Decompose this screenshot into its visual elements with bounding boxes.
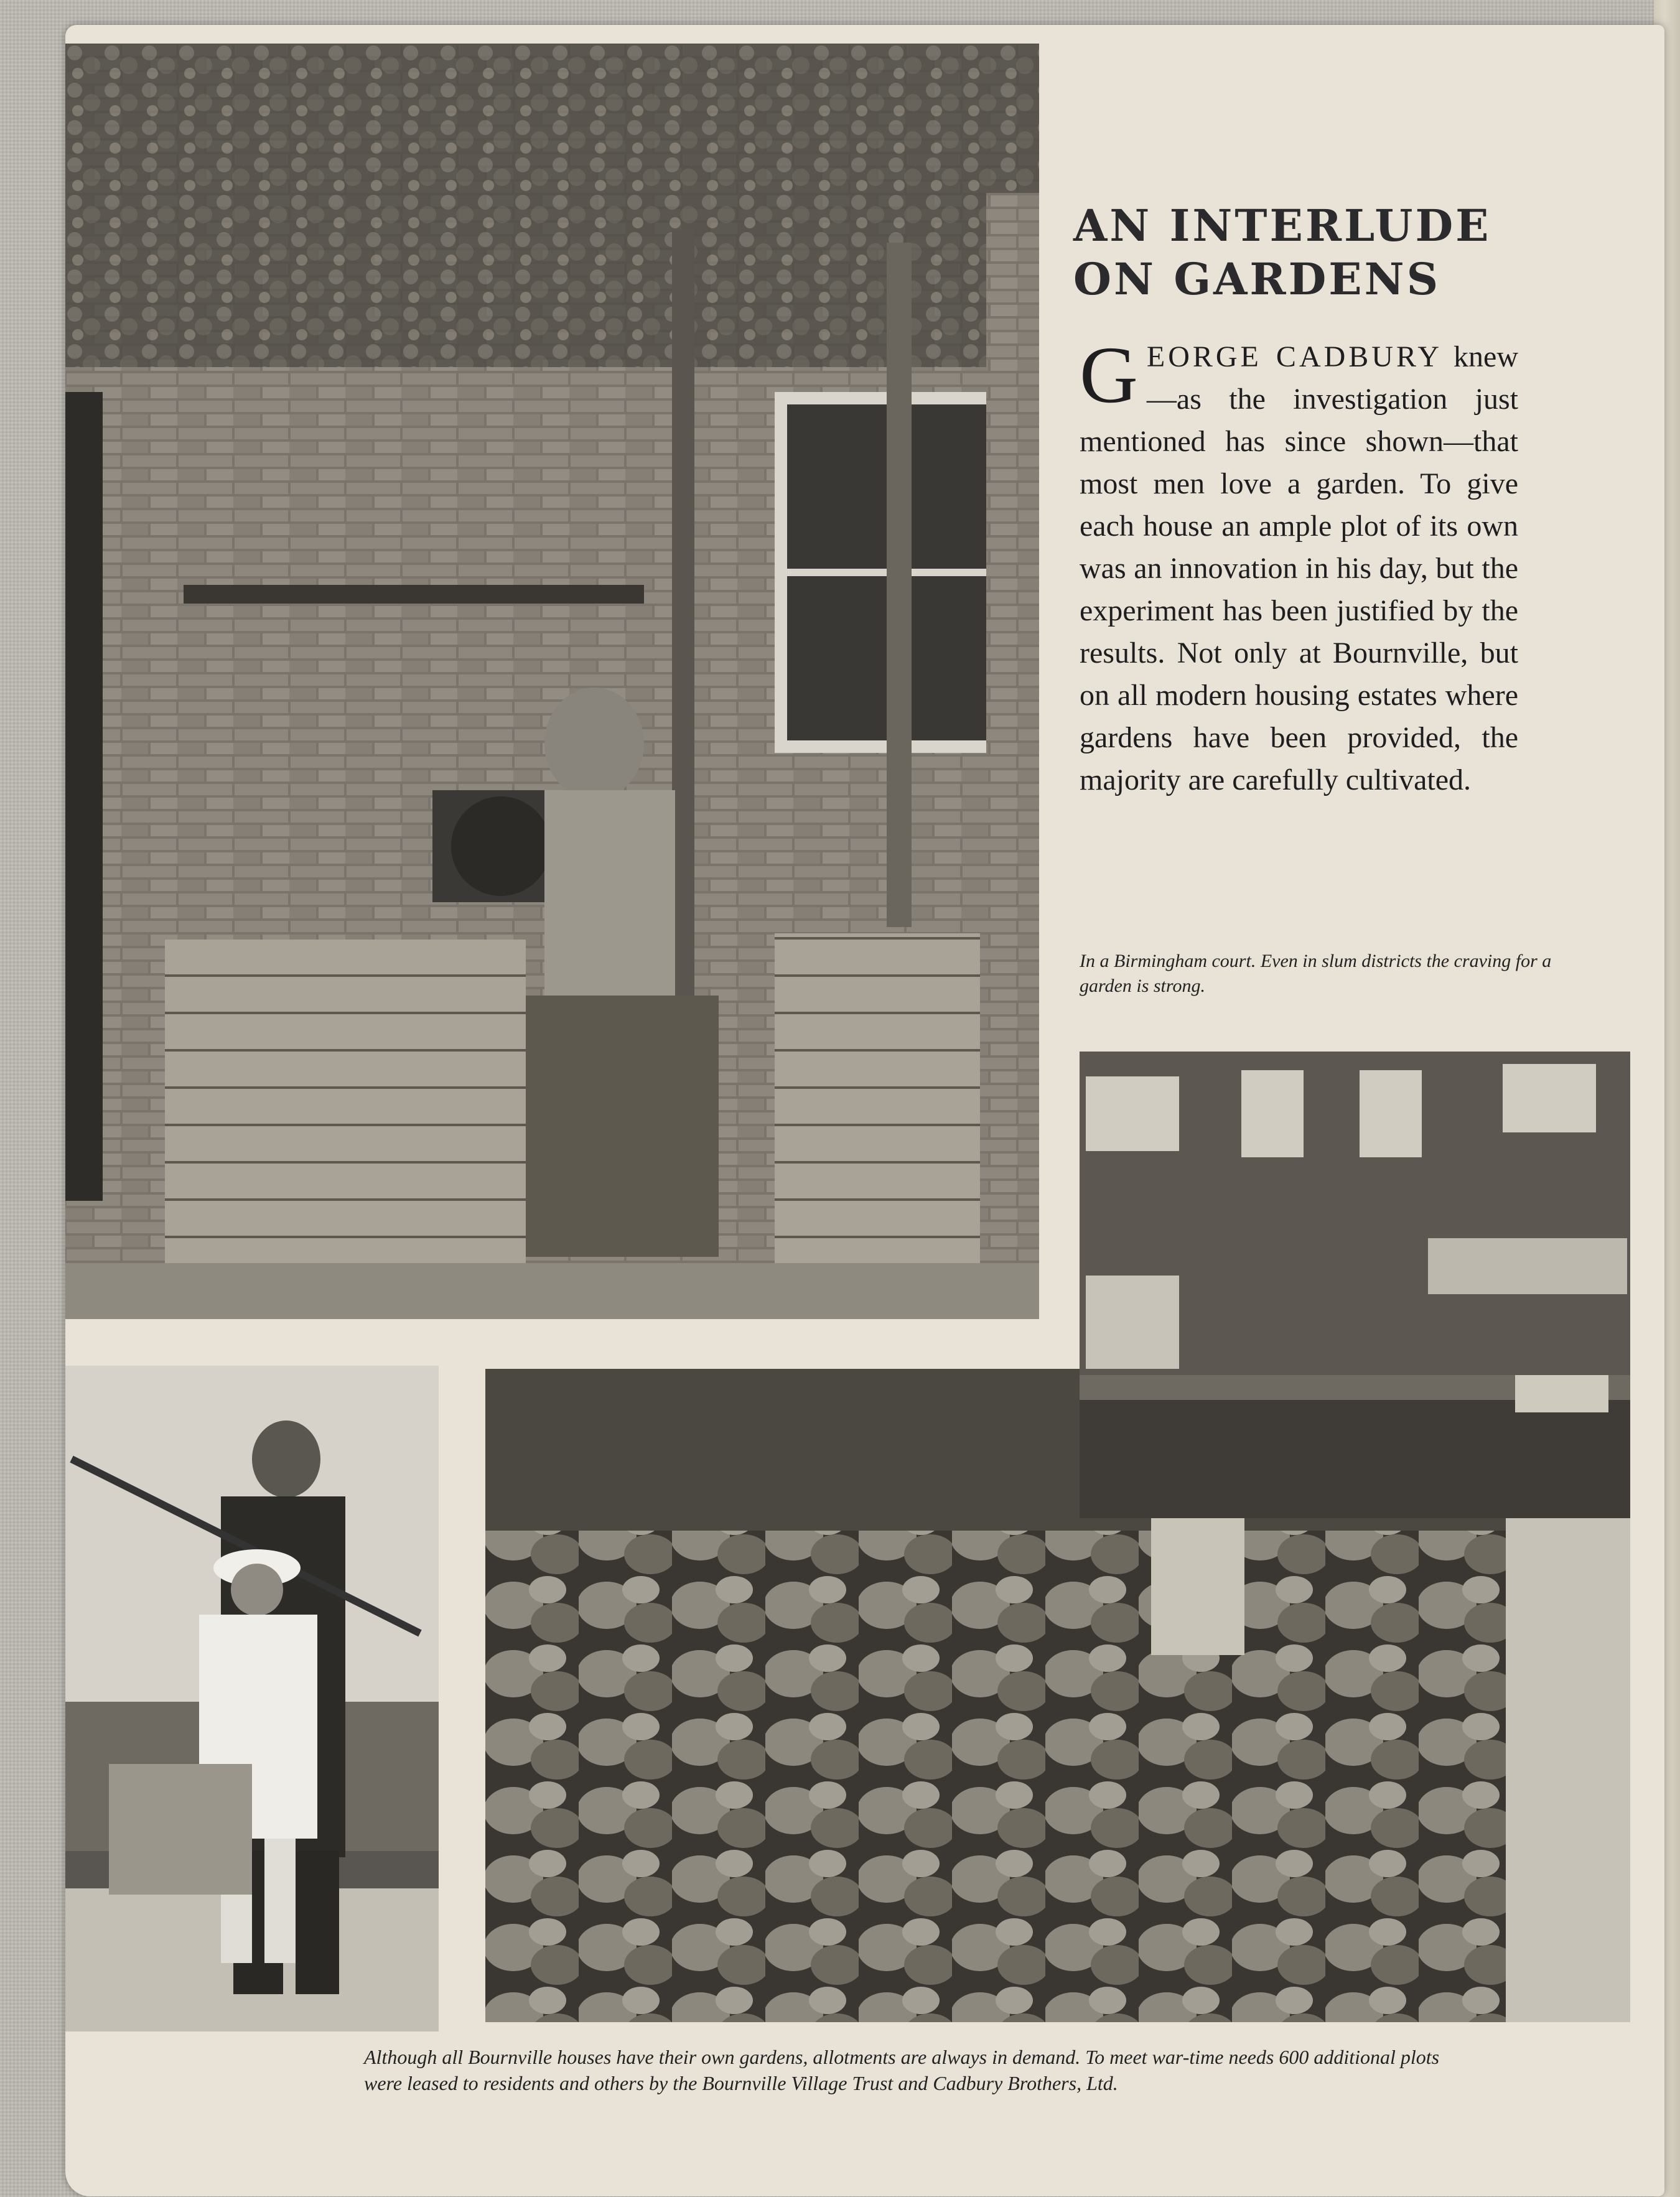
title-line-2: ON GARDENS	[1073, 253, 1441, 305]
article-body	[1080, 330, 1518, 801]
courtyard-photo	[65, 44, 1039, 1319]
drop-cap: G	[1080, 330, 1138, 420]
lead-in: EORGE CADBURY	[1146, 340, 1442, 373]
father-daughter-photo	[65, 1366, 439, 2031]
body-paragraph: knew—as the investigation just mentioned has since shown—that most men love a garden. To give each house an ample plot of its own was an innovation in his day, but the experiment has been justified by the results. Not only at Bournville, but on all modern housing estates where gardens have been provided, the majority are carefully cultivated.	[1080, 340, 1518, 796]
allotment-caption: Although all Bournville houses have their own gardens, allotments are always in demand. To meet war-time needs 600 additional plots were leased to residents and others by the Bournville Village Trust and Cadbury Brothers, Ltd.	[364, 2046, 1440, 2094]
houses-photo	[1080, 1052, 1630, 1518]
title-line-1: AN INTERLUDE	[1073, 200, 1491, 251]
court-caption: In a Birmingham court. Even in slum districts the craving for a garden is strong.	[1080, 951, 1552, 996]
article-title	[1073, 199, 1559, 306]
